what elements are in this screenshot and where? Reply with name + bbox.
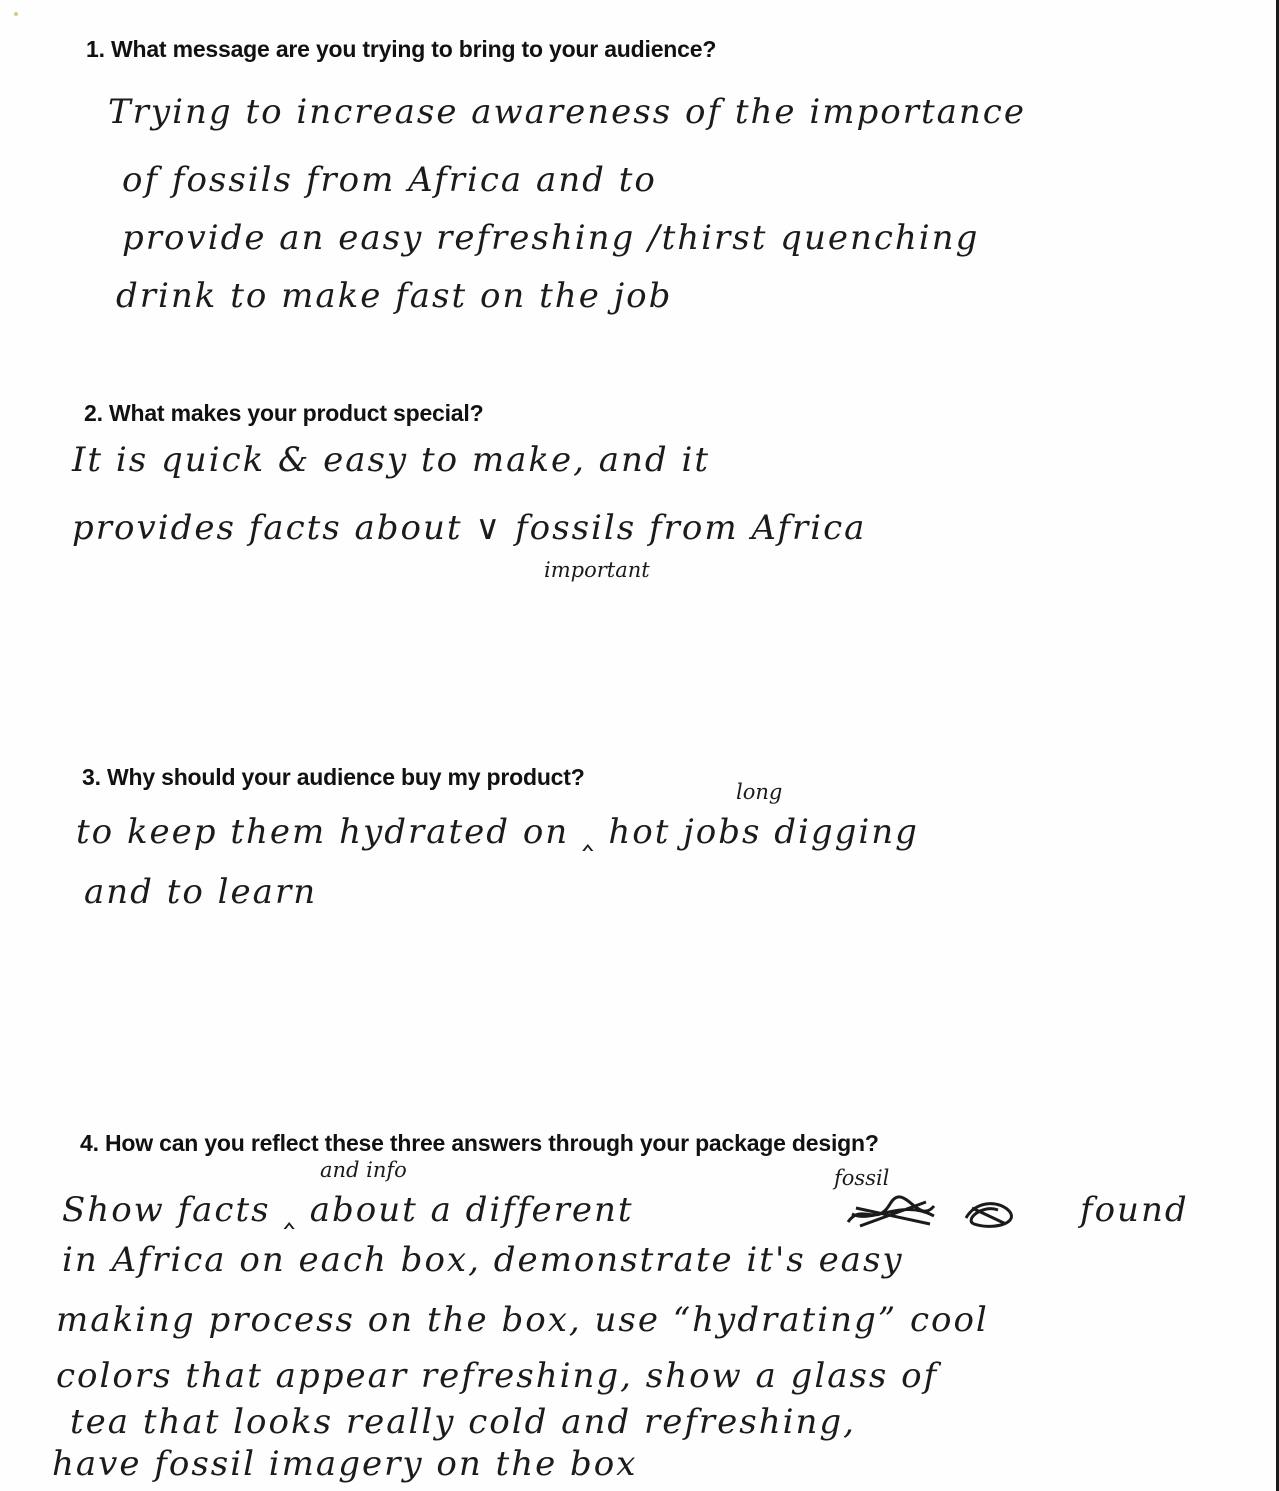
answer-2-insert: important [544,558,650,582]
answer-4-line-5: tea that looks really cold and refreshing, [70,1402,856,1442]
crossed-out-word-scribble [842,1194,1032,1234]
answer-3-insert: long [736,780,783,804]
answer-4-line-1: Show facts ‸ about a different [62,1190,634,1230]
answer-4-line-2: in Africa on each box, demonstrate it's easy [62,1240,904,1280]
answer-1-line-3: provide an easy refreshing /thirst quenching [122,218,980,258]
answer-4-insert-1: and info [320,1158,407,1182]
answer-2-line-1: It is quick & easy to make, and it [72,440,711,480]
question-2: 2. What makes your product special? [84,400,484,426]
answer-3-line-2: and to learn [84,872,318,912]
question-4: 4. How can you reflect these three answers through your package design? [80,1130,879,1156]
question-3: 3. Why should your audience buy my product? [82,764,585,790]
answer-4-insert-2: fossil [834,1166,890,1190]
answer-1-line-2: of fossils from Africa and to [122,160,657,200]
answer-1-line-4: drink to make fast on the job [116,276,673,316]
answer-4-line-6: have fossil imagery on the box [52,1444,638,1484]
answer-2-line-2: provides facts about ∨ fossils from Africa [72,508,867,548]
answer-4-line-1-end: found [1080,1190,1189,1230]
answer-4-line-3: making process on the box, use “hydrating” cool [56,1300,989,1340]
question-1: 1. What message are you trying to bring to your audience? [86,36,717,62]
answer-1-line-1: Trying to increase awareness of the importance [108,92,1026,132]
scan-speck [14,12,18,16]
answer-3-line-1: to keep them hydrated on ‸ hot jobs digging [76,812,919,852]
answer-4-line-4: colors that appear refreshing, show a glass of [56,1356,939,1396]
